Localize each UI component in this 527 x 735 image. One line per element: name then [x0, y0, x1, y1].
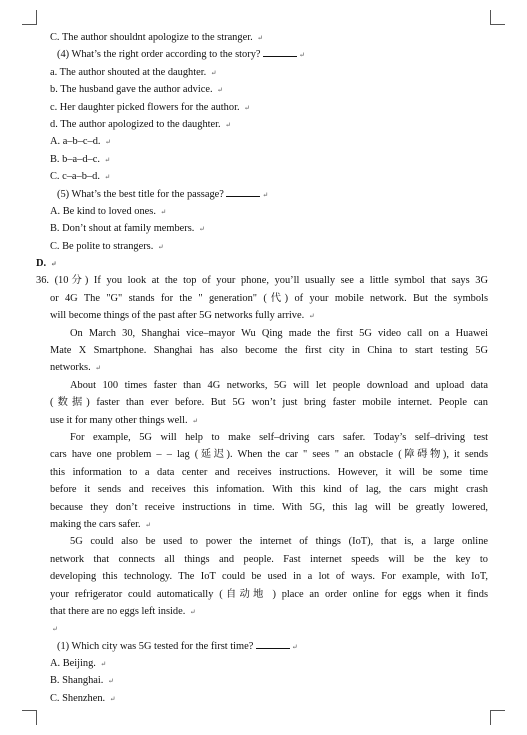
crop-mark-top-left [22, 10, 37, 25]
paragraph-mark-icon: ↵ [210, 68, 217, 77]
paragraph-mark-icon: ↵ [199, 225, 205, 234]
text-line [0, 186, 527, 203]
answer-blank[interactable] [256, 639, 290, 649]
text-line-content: networks. [50, 362, 94, 374]
paragraph-mark-icon: ↵ [160, 207, 167, 216]
paragraph-mark-icon: ↵ [52, 625, 58, 634]
text-line-content: About 100 times faster than 4G networks, 5G will let people download and upload data [70, 379, 488, 391]
text-line [0, 359, 527, 376]
paragraph-mark-icon: ↵ [244, 103, 251, 112]
text-line-content: On March 30, Shanghai vice–mayor Wu Qing made the first 5G video call on a Huawei [70, 327, 488, 339]
text-line [0, 568, 488, 585]
text-line [0, 272, 488, 289]
text-line-content: network that connects all things and people. Fast internet speeds will be the key to [50, 553, 488, 565]
paragraph-mark-icon: ↵ [217, 86, 224, 95]
text-line-content: (5) What’s the best title for the passage? [57, 188, 227, 200]
text-line [0, 394, 488, 411]
text-line [0, 672, 527, 689]
text-line-content: 5G could also be used to power the internet of things (IoT), that is, a large online [70, 536, 488, 548]
text-line [0, 307, 527, 324]
text-line-content: A. Beijing. [50, 658, 99, 670]
text-line [0, 446, 488, 463]
text-line [0, 64, 527, 81]
text-line [0, 516, 527, 533]
text-line [0, 342, 488, 359]
text-line-content: b. The husband gave the author advice. [50, 84, 216, 96]
text-line-content: (1) Which city was 5G tested for the first time? [57, 640, 256, 652]
text-line [0, 325, 488, 342]
text-line-content: C. c–a–b–d. [50, 171, 103, 183]
paragraph-mark-icon: ↵ [189, 607, 196, 616]
text-line-content: For example, 5G will help to make self–driving cars safer. Today’s self–driving test [70, 431, 488, 443]
text-line-content: a. The author shouted at the daughter. [50, 66, 209, 78]
text-line-content: B. Shanghai. [50, 675, 106, 687]
text-line-content: cars have one problem – – lag (延迟). When the car " sees " an obstacle (障碍物), it sends [50, 449, 488, 461]
text-line [0, 238, 527, 255]
text-line-content: making the cars safer. [50, 518, 144, 530]
text-line [0, 481, 488, 498]
crop-mark-bottom-right [490, 710, 505, 725]
text-line [0, 586, 488, 603]
text-line-content: this information to a data center and receives instructions. However, it will be some time [50, 466, 488, 478]
paragraph-mark-icon: ↵ [108, 677, 114, 686]
text-line-content: or 4G The "G" stands for the " generation" (代) of your mobile network. But the symbols [50, 292, 488, 304]
answer-blank[interactable] [263, 47, 297, 57]
text-line [0, 46, 527, 63]
paragraph-mark-icon: ↵ [157, 242, 164, 251]
text-line-content: A. a–b–c–d. [50, 136, 104, 148]
text-line-content: 36. (10分) If you look at the top of your phone, you’ll usually see a little symbol that says 3G [36, 275, 488, 287]
text-line [0, 133, 527, 150]
text-line [0, 655, 527, 672]
answer-blank[interactable] [226, 187, 260, 197]
text-line [0, 429, 488, 446]
text-line [0, 551, 488, 568]
text-line-content: C. Be polite to strangers. [50, 240, 156, 252]
text-line [0, 412, 527, 429]
paragraph-mark-icon: ↵ [308, 312, 315, 321]
text-line [0, 168, 527, 185]
text-line-content: c. Her daughter picked flowers for the author. [50, 101, 243, 113]
text-line-content: use it for many other things well. [50, 414, 191, 426]
text-line [0, 690, 527, 707]
text-line [0, 638, 527, 655]
text-line-content: B. Don’t shout at family members. [50, 223, 197, 235]
paragraph-mark-icon: ↵ [104, 155, 111, 164]
paragraph-mark-icon: ↵ [145, 520, 152, 529]
paragraph-mark-icon: ↵ [192, 416, 199, 425]
text-line [0, 377, 488, 394]
paragraph-mark-icon: ↵ [95, 364, 102, 373]
text-line [0, 620, 527, 637]
paragraph-mark-icon: ↵ [299, 51, 305, 60]
document-page [0, 29, 527, 707]
text-line [0, 290, 488, 307]
crop-mark-bottom-left [22, 710, 37, 725]
text-line [0, 220, 527, 237]
paragraph-mark-icon: ↵ [104, 173, 111, 182]
text-line [0, 533, 488, 550]
text-line-content: before it sends and receives this infomation. With this kind of lag, the cars might crash [50, 484, 488, 496]
text-line-content: developing this technology. The IoT could be used in a lot of ways. For example, with IoT, [50, 571, 488, 583]
paragraph-mark-icon: ↵ [225, 120, 232, 129]
paragraph-mark-icon: ↵ [291, 642, 298, 651]
text-line [0, 203, 527, 220]
paragraph-mark-icon: ↵ [100, 660, 107, 669]
text-line-content: that there are no eggs left inside. [50, 605, 188, 617]
text-line [0, 81, 527, 98]
text-line-content: Mate X Smartphone. Shanghai has also become the first city in China to start testing 5G [50, 345, 488, 357]
text-line-content: C. The author shouldnt apologize to the stranger. [50, 32, 256, 43]
text-line [0, 29, 527, 46]
text-line-content: (数据) faster than ever before. But 5G won’t just bring faster mobile internet. People can [50, 397, 488, 409]
text-line [0, 499, 488, 516]
text-line-content: because they don’t receive instructions in time. With 5G, this lag will be greatly lowered, [50, 501, 488, 513]
crop-mark-top-right [490, 10, 505, 25]
paragraph-mark-icon: ↵ [262, 190, 269, 199]
text-line-content: (4) What’s the right order according to the story? [57, 49, 264, 61]
text-line-content: B. b–a–d–c. [50, 153, 103, 165]
text-line [0, 603, 527, 620]
paragraph-mark-icon: ↵ [50, 260, 57, 269]
paragraph-mark-icon: ↵ [257, 34, 264, 42]
text-line [0, 151, 527, 168]
text-line [0, 116, 527, 133]
text-line-content: D. [36, 258, 49, 270]
text-line [0, 464, 488, 481]
text-line-content: d. The author apologized to the daughter. [50, 118, 224, 130]
text-line-content: your refrigerator could automatically (自动地 ) place an order online for eggs when it finds [50, 588, 488, 600]
text-line-content: A. Be kind to loved ones. [50, 205, 159, 217]
paragraph-mark-icon: ↵ [109, 694, 116, 703]
text-line [0, 99, 527, 116]
paragraph-mark-icon: ↵ [105, 138, 111, 147]
text-line-content: C. Shenzhen. [50, 692, 108, 704]
text-line-content: will become things of the past after 5G networks fully arrive. [50, 310, 307, 322]
text-line [0, 255, 527, 272]
